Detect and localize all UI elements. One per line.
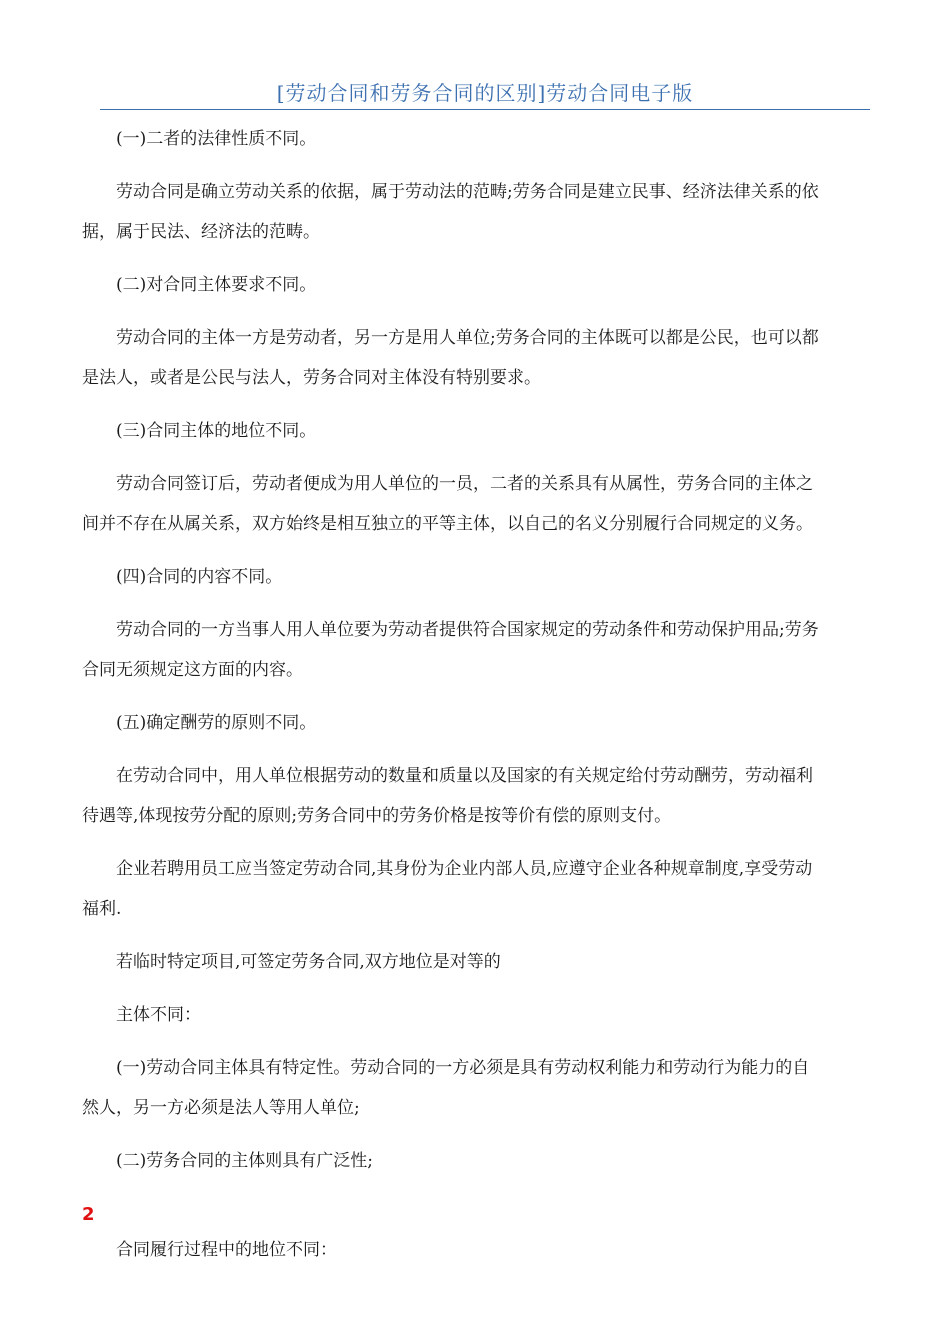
section-heading-1: (一)二者的法律性质不同。 (116, 129, 317, 149)
paragraph-line: (一)劳动合同主体具有特定性。劳动合同的一方必须是具有劳动权利能力和劳动行为能力的自 (116, 1058, 810, 1078)
section-heading-2: (二)对合同主体要求不同。 (116, 275, 317, 295)
paragraph-line: 若临时特定项目,可签定劳务合同,双方地位是对等的 (116, 952, 501, 972)
paragraph-line: 据，属于民法、经济法的范畴。 (82, 222, 320, 242)
paragraph-line: (二)劳务合同的主体则具有广泛性; (116, 1151, 373, 1171)
section-heading-4: (四)合同的内容不同。 (116, 567, 283, 587)
paragraph-line: 合同无须规定这方面的内容。 (82, 660, 303, 680)
paragraph-line: 企业若聘用员工应当签定劳动合同,其身份为企业内部人员,应遵守企业各种规章制度,享受劳动 (116, 859, 813, 879)
section-heading-3: (三)合同主体的地位不同。 (116, 421, 317, 441)
paragraph-line: 合同履行过程中的地位不同： (116, 1240, 337, 1260)
paragraph-line: 在劳动合同中，用人单位根据劳动的数量和质量以及国家的有关规定给付劳动酬劳，劳动福利 (116, 766, 813, 786)
paragraph-line: 是法人，或者是公民与法人，劳务合同对主体没有特别要求。 (82, 368, 541, 388)
paragraph-line: 福利. (82, 899, 122, 919)
paragraph-line: 然人，另一方必须是法人等用人单位; (82, 1098, 360, 1118)
paragraph-line: 劳动合同签订后，劳动者便成为用人单位的一员，二者的关系具有从属性，劳务合同的主体之 (116, 474, 813, 494)
paragraph-line: 劳动合同的主体一方是劳动者，另一方是用人单位;劳务合同的主体既可以都是公民，也可以都 (116, 328, 819, 348)
paragraph-line: 间并不存在从属关系，双方始终是相互独立的平等主体，以自己的名义分别履行合同规定的义务。 (82, 514, 813, 534)
paragraph-line: 待遇等,体现按劳分配的原则;劳务合同中的劳务价格是按等价有偿的原则支付。 (82, 806, 672, 826)
page-header-title: [劳动合同和劳务合同的区别]劳动合同电子版 (276, 81, 694, 105)
paragraph-line: 主体不同： (116, 1005, 201, 1025)
paragraph-line: 劳动合同的一方当事人用人单位要为劳动者提供符合国家规定的劳动条件和劳动保护用品;劳务 (116, 620, 819, 640)
paragraph-line: 劳动合同是确立劳动关系的依据，属于劳动法的范畴;劳务合同是建立民事、经济法律关系的依 (116, 182, 819, 202)
section-heading-5: (五)确定酬劳的原则不同。 (116, 713, 317, 733)
page-number: 2 (82, 1204, 95, 1225)
header-divider (100, 109, 870, 110)
